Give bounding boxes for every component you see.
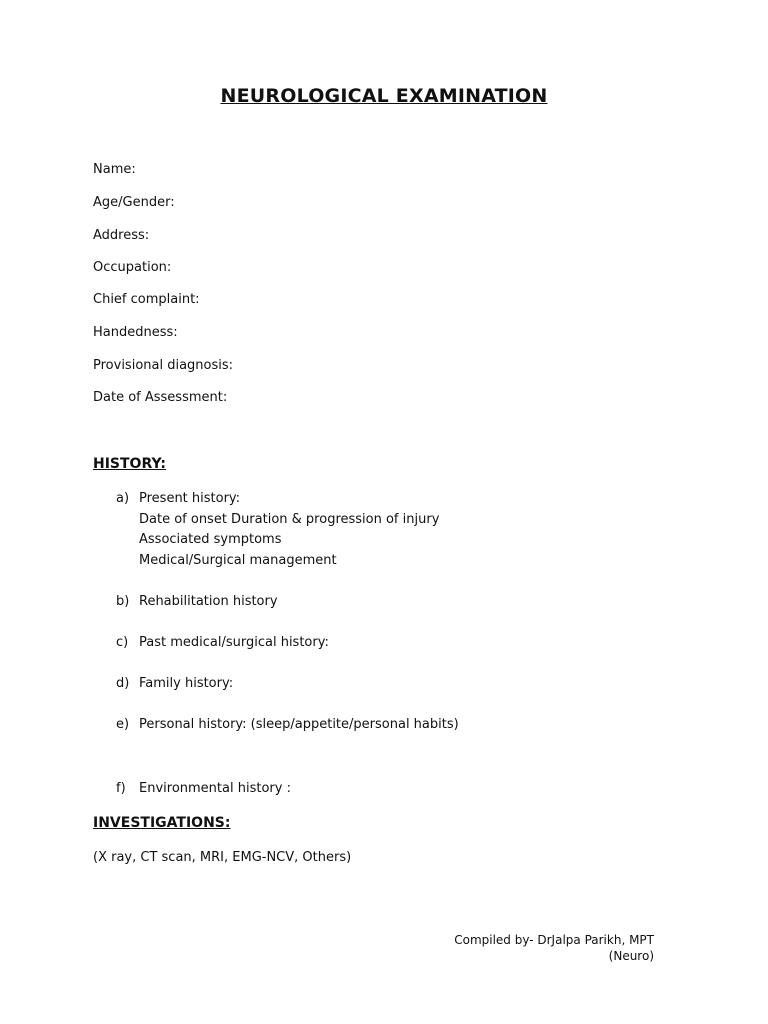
investigations-text: (X ray, CT scan, MRI, EMG-NCV, Others) [93, 850, 352, 865]
history-heading: HISTORY: [93, 456, 166, 472]
history-item-line: Environmental history : [139, 781, 291, 796]
history-item-marker: e) [116, 717, 130, 732]
history-item-marker: c) [116, 635, 129, 650]
field-name-label: Name: [93, 162, 136, 177]
history-item-marker: a) [116, 491, 130, 506]
history-item-line: Medical/Surgical management [139, 553, 337, 568]
history-item-marker: f) [116, 781, 126, 796]
history-item-marker: b) [116, 594, 130, 609]
history-item-line: Past medical/surgical history: [139, 635, 329, 650]
history-item-line: Personal history: (sleep/appetite/personal habits) [139, 717, 459, 732]
footer-specialty-line: (Neuro) [608, 949, 654, 963]
history-item-line: Family history: [139, 676, 234, 691]
page-title: NEUROLOGICAL EXAMINATION [220, 85, 548, 107]
field-provisional-diagnosis-label: Provisional diagnosis: [93, 358, 234, 373]
footer-author-line: Compiled by- DrJalpa Parikh, MPT [454, 933, 654, 947]
field-handedness-label: Handedness: [93, 325, 178, 340]
history-item-line: Present history: [139, 491, 241, 506]
history-item-line: Date of onset Duration & progression of injury [139, 512, 440, 527]
field-date-of-assessment-label: Date of Assessment: [93, 390, 228, 405]
history-item-line: Rehabilitation history [139, 594, 278, 609]
field-address-label: Address: [93, 228, 150, 243]
history-item-marker: d) [116, 676, 130, 691]
history-item-line: Associated symptoms [139, 532, 282, 547]
field-age-gender-label: Age/Gender: [93, 195, 175, 210]
field-occupation-label: Occupation: [93, 260, 172, 275]
investigations-heading: INVESTIGATIONS: [93, 815, 231, 831]
compiled-by-footer [454, 932, 654, 964]
field-chief-complaint-label: Chief complaint: [93, 292, 200, 307]
